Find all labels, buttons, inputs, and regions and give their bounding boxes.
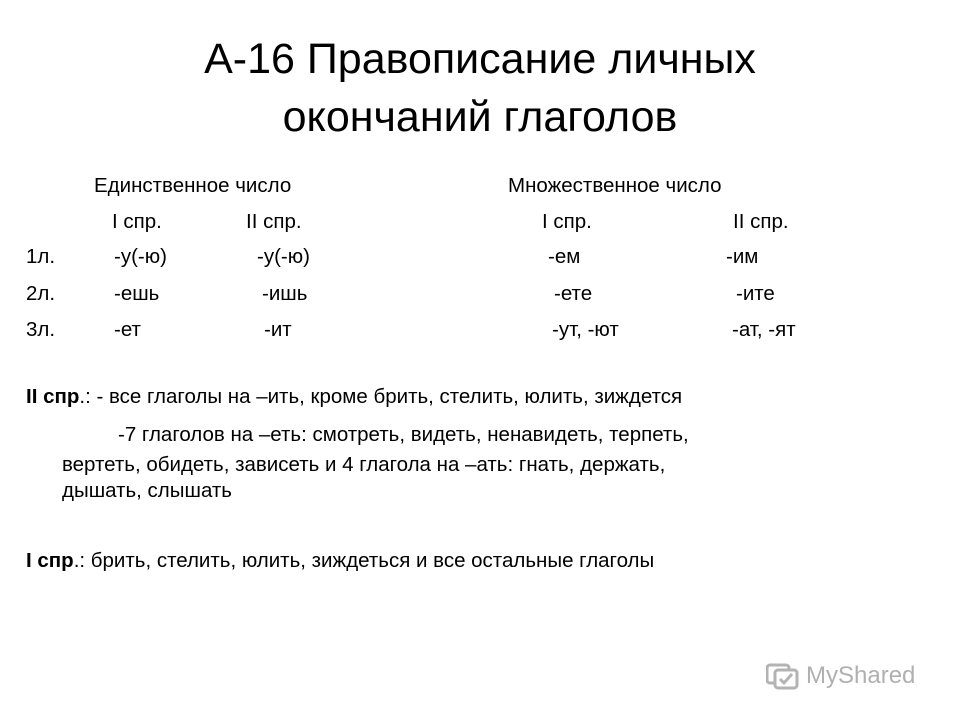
rule-conj2-line-2: -7 глаголов на –еть: смотреть, видеть, ненавидеть, терпеть, — [118, 423, 689, 446]
header-singular-conj1: I спр. — [112, 210, 162, 233]
row-3-plural-conj1: -ут, -ют — [552, 318, 619, 341]
myshared-watermark — [766, 656, 936, 696]
rule-conj1-text: .: брить, стелить, юлить, зиждеться и все остальные глаголы — [73, 549, 655, 572]
row-1-plural-conj1: -ем — [548, 245, 581, 268]
row-1-plural-conj2: -им — [726, 245, 759, 268]
title-line-1: А-16 Правописание личных — [204, 35, 756, 83]
header-plural: Множественное число — [508, 174, 722, 197]
slide-title — [0, 30, 960, 146]
rule-conj2-line-4: дышать, слышать — [62, 479, 232, 502]
rule-conj1-line — [26, 549, 654, 573]
row-3-singular-conj2: -ит — [264, 318, 292, 341]
title-line-2: окончаний глаголов — [282, 93, 678, 141]
rule-conj1-label: I спр — [26, 549, 74, 572]
row-3-person: 3л. — [26, 318, 56, 341]
row-2-person: 2л. — [26, 282, 56, 305]
row-2-singular-conj1: -ешь — [114, 282, 160, 305]
header-singular: Единственное число — [94, 174, 292, 197]
row-3-plural-conj2: -ат, -ят — [732, 318, 796, 341]
row-1-person: 1л. — [26, 245, 56, 268]
header-singular-conj2: II спр. — [246, 210, 302, 233]
row-1-singular-conj2: -у(-ю) — [257, 245, 310, 268]
myshared-logo-icon — [766, 661, 800, 691]
rule-conj2-line-1 — [26, 385, 682, 409]
rule-conj2-text: .: - все глаголы на –ить, кроме брить, стелить, юлить, зиждется — [79, 385, 683, 408]
row-2-singular-conj2: -ишь — [262, 282, 308, 305]
rule-conj2-label: II спр — [26, 385, 80, 408]
row-2-plural-conj2: -ите — [736, 282, 775, 305]
row-2-plural-conj1: -ете — [554, 282, 593, 305]
header-plural-conj2: II спр. — [733, 210, 789, 233]
row-3-singular-conj1: -ет — [114, 318, 141, 341]
header-plural-conj1: I спр. — [542, 210, 592, 233]
watermark-text: MyShared — [806, 662, 916, 689]
rule-conj2-line-3: вертеть, обидеть, зависеть и 4 глагола на –ать: гнать, держать, — [62, 453, 666, 476]
row-1-singular-conj1: -у(-ю) — [114, 245, 167, 268]
